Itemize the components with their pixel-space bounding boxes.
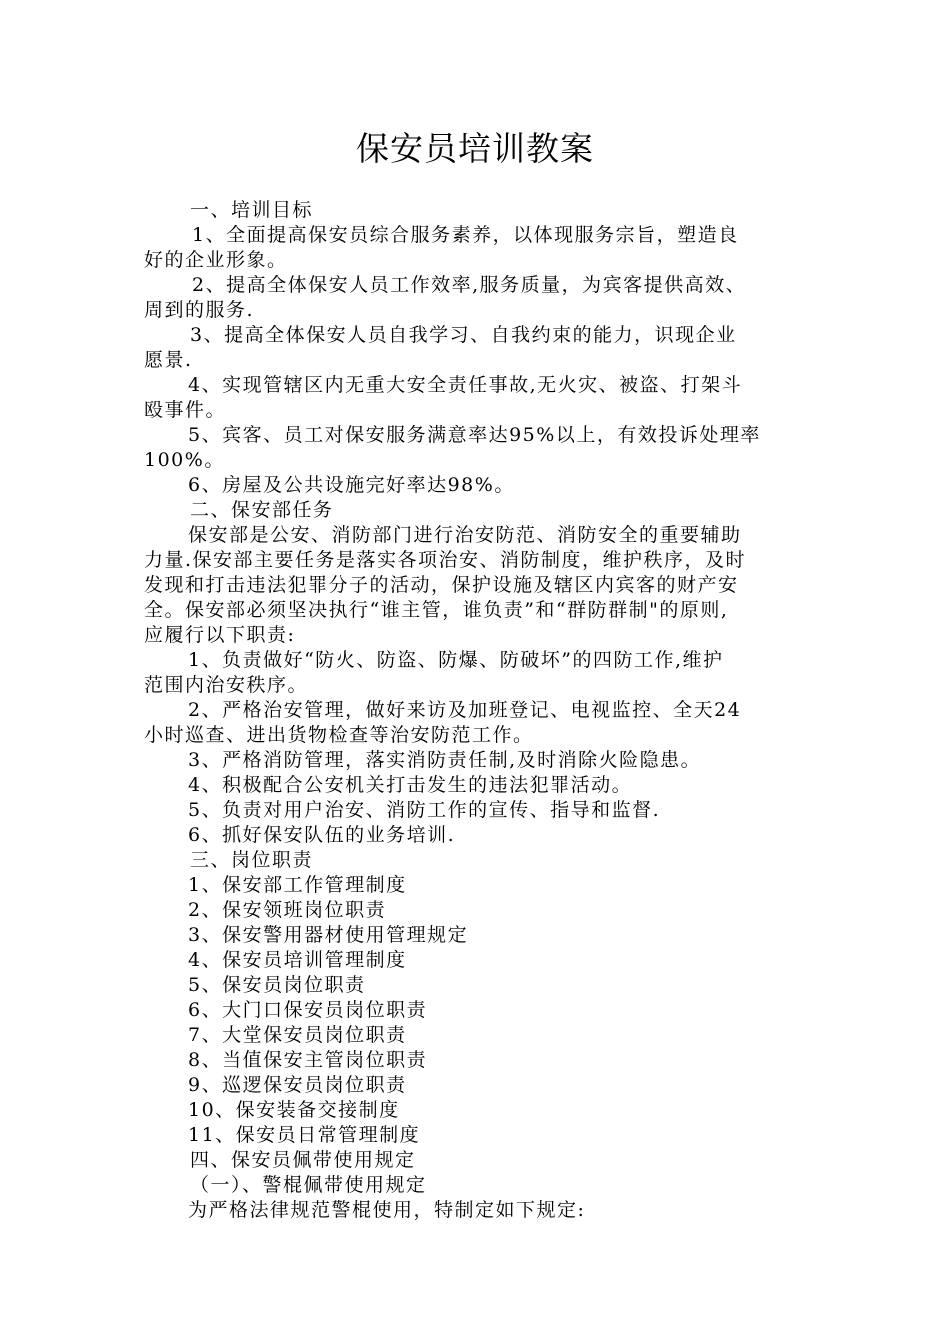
text-line-content: 11、保安员日常管理制度 xyxy=(188,1124,421,1146)
text-line-content: 殴事件。 xyxy=(144,399,227,421)
document-body xyxy=(144,198,816,1223)
text-line xyxy=(144,1198,816,1223)
text-line xyxy=(144,1048,816,1073)
text-line xyxy=(144,798,816,823)
text-line-content: 应履行以下职责: xyxy=(144,624,296,646)
text-line xyxy=(144,673,816,698)
text-line-content: 2、提高全体保安人员工作效率,服务质量，为宾客提供高效、 xyxy=(192,274,747,296)
text-line xyxy=(144,448,816,473)
text-line-content: 一、培训目标 xyxy=(190,199,314,221)
text-line-content: 7、大堂保安员岗位职责 xyxy=(188,1024,407,1046)
text-line xyxy=(144,898,816,923)
text-line-content: 4、实现管辖区内无重大安全责任事故,无火灾、被盗、打架斗 xyxy=(188,374,743,396)
text-line xyxy=(144,623,816,648)
text-line xyxy=(144,648,816,673)
text-line-content: 2、严格治安管理，做好来访及加班登记、电视监控、全天24 xyxy=(188,699,742,721)
text-line-content: 四、保安员佩带使用规定 xyxy=(190,1149,416,1171)
text-line-content: 2、保安领班岗位职责 xyxy=(188,899,387,921)
text-line xyxy=(144,773,816,798)
text-line-content: 4、积极配合公安机关打击发生的违法犯罪活动。 xyxy=(188,774,633,796)
text-line-content: 9、巡逻保安员岗位职责 xyxy=(188,1074,407,1096)
text-line xyxy=(144,198,816,223)
text-line-content: 8、当值保安主管岗位职责 xyxy=(188,1049,428,1071)
text-line-content: 5、保安员岗位职责 xyxy=(188,974,366,996)
text-line xyxy=(144,273,816,298)
text-line-content: （一）、警棍佩带使用规定 xyxy=(190,1174,427,1196)
text-line xyxy=(144,398,816,423)
text-line xyxy=(144,748,816,773)
text-line xyxy=(144,1073,816,1098)
text-line xyxy=(144,248,816,273)
text-line-content: 1、全面提高保安员综合服务素养，以体现服务宗旨，塑造良 xyxy=(192,224,739,246)
text-line-content: 4、保安员培训管理制度 xyxy=(188,949,407,971)
text-line xyxy=(144,998,816,1023)
text-line xyxy=(144,423,816,448)
text-line xyxy=(144,948,816,973)
text-line-content: 范围内治安秩序。 xyxy=(144,674,309,696)
text-line-content: 3、提高全体保安人员自我学习、自我约束的能力，识现企业 xyxy=(190,324,737,346)
text-line xyxy=(144,498,816,523)
text-line xyxy=(144,923,816,948)
text-line-content: 10、保安装备交接制度 xyxy=(188,1099,400,1121)
text-line xyxy=(144,373,816,398)
text-line-content: 力量.保安部主要任务是落实各项治安、消防制度，维护秩序，及时 xyxy=(144,549,747,571)
text-line-content: 全。保安部必须坚决执行“谁主管，谁负责”和“群防群制"的原则, xyxy=(144,599,729,621)
text-line xyxy=(144,873,816,898)
text-line xyxy=(144,523,816,548)
text-line-content: 6、大门口保安员岗位职责 xyxy=(188,999,428,1021)
text-line xyxy=(144,598,816,623)
text-line xyxy=(144,548,816,573)
document-title: 保安员培训教案 xyxy=(356,129,594,168)
text-line xyxy=(144,698,816,723)
text-line xyxy=(144,323,816,348)
text-line xyxy=(144,1123,816,1148)
text-line xyxy=(144,1148,816,1173)
text-line-content: 小时巡查、进出货物检查等治安防范工作。 xyxy=(144,724,534,746)
text-line-content: 愿景. xyxy=(144,349,193,371)
text-line-content: 保安部是公安、消防部门进行治安防范、消防安全的重要辅助 xyxy=(188,524,742,546)
text-line-content: 为严格法律规范警棍使用，特制定如下规定: xyxy=(188,1199,586,1221)
text-line-content: 5、宾客、员工对保安服务满意率达95%以上，有效投诉处理率 xyxy=(188,424,761,446)
text-line-content: 1、负责做好“防火、防盗、防爆、防破坏”的四防工作,维护 xyxy=(188,649,724,671)
text-line-content: 3、严格消防管理，落实消防责任制,及时消除火险隐患。 xyxy=(188,749,702,771)
text-line-content: 好的企业形象。 xyxy=(144,249,288,271)
text-line-content: 5、负责对用户治安、消防工作的宣传、指导和监督. xyxy=(188,799,661,821)
text-line-content: 100%。 xyxy=(144,449,225,471)
text-line xyxy=(144,1173,816,1198)
text-line xyxy=(144,1098,816,1123)
text-line xyxy=(144,1023,816,1048)
text-line-content: 3、保安警用器材使用管理规定 xyxy=(188,924,469,946)
text-line xyxy=(144,973,816,998)
text-line xyxy=(144,573,816,598)
text-line-content: 1、保安部工作管理制度 xyxy=(188,874,407,896)
text-line xyxy=(144,823,816,848)
text-line-content: 6、抓好保安队伍的业务培训. xyxy=(188,824,456,846)
text-line xyxy=(144,473,816,498)
text-line xyxy=(144,223,816,248)
text-line-content: 周到的服务. xyxy=(144,299,255,321)
text-line-content: 二、保安部任务 xyxy=(190,499,334,521)
text-line-content: 6、房屋及公共设施完好率达98%。 xyxy=(188,474,515,496)
text-line xyxy=(144,723,816,748)
text-line xyxy=(144,848,816,873)
text-line xyxy=(144,298,816,323)
text-line-content: 三、岗位职责 xyxy=(190,849,314,871)
text-line xyxy=(144,348,816,373)
text-line-content: 发现和打击违法犯罪分子的活动，保护设施及辖区内宾客的财产安 xyxy=(144,574,739,596)
